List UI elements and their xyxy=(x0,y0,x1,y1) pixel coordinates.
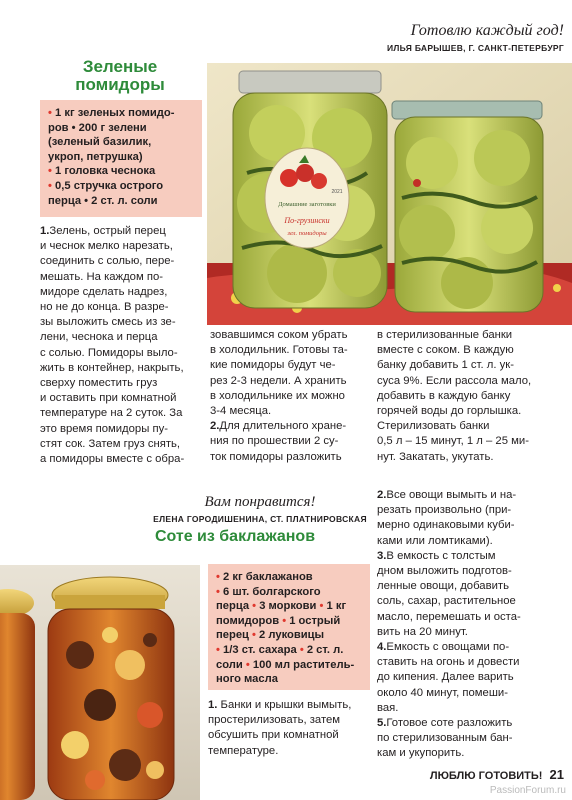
instruction-line: банку добавить 1 ст. л. ук- xyxy=(377,359,514,372)
section2-title: Соте из баклажанов xyxy=(154,528,316,545)
instruction-line: резать произвольно (при- xyxy=(377,504,512,517)
instruction-line: вая. xyxy=(377,701,399,714)
ingredient-line: ного масла xyxy=(216,673,278,686)
instruction-line: соединить с солью, пере- xyxy=(40,255,175,268)
instruction-line: лени, чеснока и перца xyxy=(40,331,158,344)
instruction-line: это время помидоры пу- xyxy=(40,422,168,435)
section2-col1 xyxy=(208,698,376,759)
watermark: PassionForum.ru xyxy=(489,785,566,796)
section2-col2 xyxy=(377,488,567,762)
green-tomatoes-photo xyxy=(207,63,572,325)
instruction-line: ставить на огонь и довести xyxy=(377,656,520,669)
jars-illustration xyxy=(207,63,572,325)
instruction-line: температуре на 2 суток. За xyxy=(40,407,183,420)
instruction-line: 2.Все овощи вымыть и на- xyxy=(377,489,517,501)
instruction-line: кам и укупорить. xyxy=(377,747,465,760)
section2-author: ЕЛЕНА ГОРОДИШЕНИНА, СТ. ПЛАТНИРОВСКАЯ xyxy=(153,514,367,524)
instruction-line: мидоре сделать надрез, xyxy=(40,285,168,298)
instruction-line: но не до конца. В разре- xyxy=(40,301,169,314)
instruction-line: в холодильник. Готовы та- xyxy=(210,344,348,357)
ingredient-line: помидоров • 1 острый xyxy=(216,614,341,627)
instruction-line: сверху поместить груз xyxy=(40,377,158,390)
instruction-line: обсушить при комнатной xyxy=(208,729,339,742)
instruction-line: до кипения. Далее варить xyxy=(377,671,514,684)
ingredient-line: • 0,5 стручка острого xyxy=(48,179,164,192)
instruction-line: 3-4 месяца. xyxy=(210,405,272,418)
ingredient-line: перец • 2 луковицы xyxy=(216,629,325,642)
instruction-line: вместе с соком. В каждую xyxy=(377,344,514,357)
section1-col3 xyxy=(377,328,567,465)
section2-ingredients xyxy=(208,564,370,690)
instruction-line: зовавшимся соком убрать xyxy=(210,329,348,341)
instruction-line: добавить в каждую банку xyxy=(377,389,511,402)
instruction-line: Стерилизовать банки xyxy=(377,420,490,433)
instruction-line: стят сок. Затем груз снять, xyxy=(40,437,181,450)
section1-col1 xyxy=(40,224,210,467)
ingredient-line: соли • 100 мл раститель- xyxy=(216,658,355,671)
instruction-line: и оставить при комнатной xyxy=(40,392,177,405)
ingredient-line: • 2 кг баклажанов xyxy=(216,571,313,583)
instruction-line: ками или ломтиками). xyxy=(377,534,493,547)
instruction-line: а помидоры вместе с обра- xyxy=(40,453,185,466)
instruction-line: 4.Емкость с овощами по- xyxy=(377,641,510,654)
instruction-line: горячей воды до горлышка. xyxy=(377,405,522,418)
instruction-line: рез 2-3 недели. А хранить xyxy=(210,374,347,387)
section1-kicker: Готовлю каждый год! xyxy=(410,22,564,39)
jar-label-year: 2021 xyxy=(331,189,343,195)
instruction-line: температуре. xyxy=(208,744,279,757)
magazine-name: ЛЮБЛЮ ГОТОВИТЬ! xyxy=(429,770,543,782)
instruction-line: 0,5 л – 15 минут, 1 л – 25 ми- xyxy=(377,435,529,448)
instruction-line: около 40 минут, помеши- xyxy=(377,686,508,699)
ingredient-line: перца • 3 моркови • 1 кг xyxy=(216,600,347,613)
instruction-line: 1. Банки и крышки вымыть, xyxy=(208,699,352,711)
jar-label-line3: зел. помидоры xyxy=(287,230,327,237)
section1-title-line2: помидоры xyxy=(75,75,165,94)
jar-label-line1: Домашние заготовки xyxy=(278,201,336,208)
ingredient-line: • 1/3 ст. сахара • 2 ст. л. xyxy=(216,643,344,656)
instruction-line: ток помидоры разложить xyxy=(210,450,342,463)
section1-col2 xyxy=(210,328,375,465)
instruction-line: и чеснок мелко нарезать, xyxy=(40,240,173,253)
instruction-line: простерилизовать, затем xyxy=(208,714,341,727)
instruction-line: кие помидоры будут че- xyxy=(210,359,336,372)
jar-label-line2: По-грузински xyxy=(284,216,330,225)
instruction-line: в стерилизованные банки xyxy=(377,329,513,341)
ingredient-line: ров • 200 г зелени xyxy=(48,121,147,134)
instruction-line: соль, сахар, растительное xyxy=(377,595,516,608)
instruction-line: в холодильнике их можно xyxy=(210,389,345,402)
instruction-line: вить на 20 минут. xyxy=(377,625,468,638)
instruction-line: нут. Закатать, укутать. xyxy=(377,450,494,463)
ingredient-line: • 1 кг зеленых помидо- xyxy=(48,107,175,119)
instruction-line: 1.Зелень, острый перец xyxy=(40,225,166,237)
instruction-line: зы выложить смесь из зе- xyxy=(40,316,176,329)
instruction-line: ленные овощи, добавить xyxy=(377,580,509,593)
ingredient-line: (зеленый базилик, xyxy=(48,136,152,149)
section1-title xyxy=(60,58,180,94)
instruction-line: мешать. На каждом по- xyxy=(40,270,164,283)
instruction-line: масло, перемешать и оста- xyxy=(377,610,521,623)
page-footer xyxy=(430,767,564,782)
section1-ingredients xyxy=(40,100,202,217)
section1-title-line1: Зеленые xyxy=(82,57,158,76)
instruction-line: по стерилизованным бан- xyxy=(377,732,513,745)
instruction-line: 2.Для длительного хране- xyxy=(210,420,347,433)
instruction-line: 3.В емкость с толстым xyxy=(377,549,496,562)
instruction-line: суса 9%. Если рассола мало, xyxy=(377,374,532,387)
instruction-line: жить в контейнер, накрыть, xyxy=(40,361,184,374)
section1-author: ИЛЬЯ БАРЫШЕВ, Г. САНКТ-ПЕТЕРБУРГ xyxy=(386,43,564,53)
instruction-line: ния по прошествии 2 су- xyxy=(210,435,339,448)
saute-jars-illustration xyxy=(0,565,200,800)
ingredient-line: • 1 головка чеснока xyxy=(48,165,156,178)
instruction-line: с солью. Помидоры выло- xyxy=(40,346,178,359)
ingredient-line: укроп, петрушка) xyxy=(48,150,143,163)
section2-kicker: Вам понравится! xyxy=(204,494,316,510)
page-number: 21 xyxy=(549,767,564,782)
instruction-line: дном выложить подготов- xyxy=(377,565,512,578)
eggplant-saute-photo xyxy=(0,565,200,800)
ingredients-list xyxy=(48,106,194,208)
ingredients-list xyxy=(216,570,362,687)
ingredient-line: перца • 2 ст. л. соли xyxy=(48,194,158,207)
instruction-line: 5.Готовое соте разложить xyxy=(377,717,513,730)
instruction-line: мерно одинаковыми куби- xyxy=(377,519,515,532)
ingredient-line: • 6 шт. болгарского xyxy=(216,585,321,598)
